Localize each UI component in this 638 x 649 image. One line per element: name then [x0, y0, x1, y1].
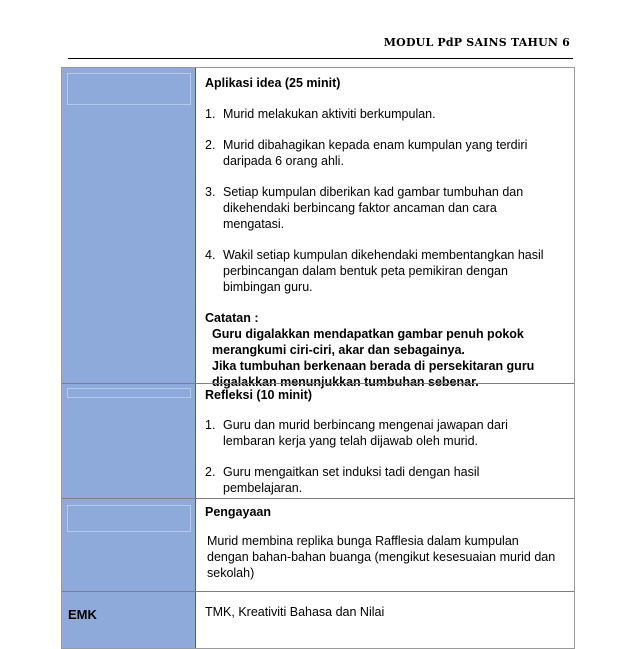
- refleksi-steps: [205, 417, 565, 496]
- list-item-text: dikehendaki berbincang faktor ancaman dan cara: [223, 201, 497, 215]
- left-column: [62, 68, 196, 648]
- left-cell-frame: [67, 505, 191, 532]
- text-line: Jika tumbuhan berkenaan berada di persekitaran guru: [212, 359, 535, 373]
- list-item-text: Setiap kumpulan diberikan kad gambar tumbuhan dan: [223, 185, 524, 199]
- list-item-text: lembaran kerja yang telah dijawab oleh murid.: [223, 434, 479, 448]
- list-item-text: daripada 6 orang ahli.: [223, 154, 344, 168]
- catatan-body: [205, 326, 565, 390]
- list-item-text: Wakil setiap kumpulan dikehendaki membentangkan hasil: [223, 248, 544, 262]
- list-item-number: 2.: [205, 138, 216, 152]
- catatan-note: [205, 310, 565, 390]
- row-divider: [62, 383, 574, 384]
- list-item: [205, 247, 565, 295]
- text-line: dengan bahan-bahan buanga (mengikut kesesuaian murid dan: [207, 550, 556, 564]
- pengayaan-heading: Pengayaan: [205, 505, 272, 519]
- list-item-text: Murid dibahagikan kepada enam kumpulan yang terdiri: [223, 138, 528, 152]
- list-item-text: perbincangan dalam bentuk peta pemikiran dengan: [223, 264, 508, 278]
- refleksi-heading: Refleksi (10 minit): [205, 388, 312, 402]
- aplikasi-heading: Aplikasi idea (25 minit): [205, 76, 341, 90]
- list-item: [205, 184, 565, 232]
- row-divider: [62, 591, 574, 592]
- text-line: Murid membina replika bunga Rafflesia dalam kumpulan: [207, 534, 519, 548]
- list-item: [205, 137, 565, 169]
- list-item-text: Guru mengaitkan set induksi tadi dengan hasil: [223, 465, 480, 479]
- text-line: digalakkan menunjukkan tumbuhan sebenar.: [212, 375, 479, 389]
- list-item: [205, 106, 565, 122]
- list-item: [205, 464, 565, 496]
- list-item-number: 3.: [205, 185, 216, 199]
- left-cell-frame: [67, 73, 191, 105]
- text-line: sekolah): [207, 566, 255, 580]
- pengayaan-cell: [205, 504, 565, 581]
- emk-label: EMK: [68, 607, 97, 622]
- header-rule: [68, 58, 573, 59]
- page-header-title: MODUL PdP SAINS TAHUN 6: [383, 36, 570, 49]
- aplikasi-steps: [205, 106, 565, 295]
- list-item-text: pembelajaran.: [223, 481, 303, 495]
- lesson-table: [61, 67, 575, 649]
- refleksi-cell: [205, 387, 565, 511]
- text-line: Guru digalakkan mendapatkan gambar penuh pokok: [212, 327, 524, 341]
- text-line: merangkumi ciri-ciri, akar dan sebagainya.: [212, 343, 465, 357]
- list-item-text: bimbingan guru.: [223, 280, 313, 294]
- list-item-text: Guru dan murid berbincang mengenai jawapan dari: [223, 418, 508, 432]
- aplikasi-cell: [205, 75, 565, 390]
- left-cell-frame: [67, 388, 191, 398]
- catatan-label: Catatan :: [205, 311, 259, 325]
- list-item: [205, 417, 565, 449]
- list-item-number: 4.: [205, 248, 216, 262]
- list-item-text: Murid melakukan aktiviti berkumpulan.: [223, 107, 436, 121]
- list-item-number: 1.: [205, 107, 216, 121]
- emk-value: TMK, Kreativiti Bahasa dan Nilai: [205, 605, 385, 619]
- row-divider: [62, 498, 574, 499]
- list-item-number: 1.: [205, 418, 216, 432]
- list-item-text: mengatasi.: [223, 217, 285, 231]
- list-item-number: 2.: [205, 465, 216, 479]
- pengayaan-text: [205, 533, 565, 581]
